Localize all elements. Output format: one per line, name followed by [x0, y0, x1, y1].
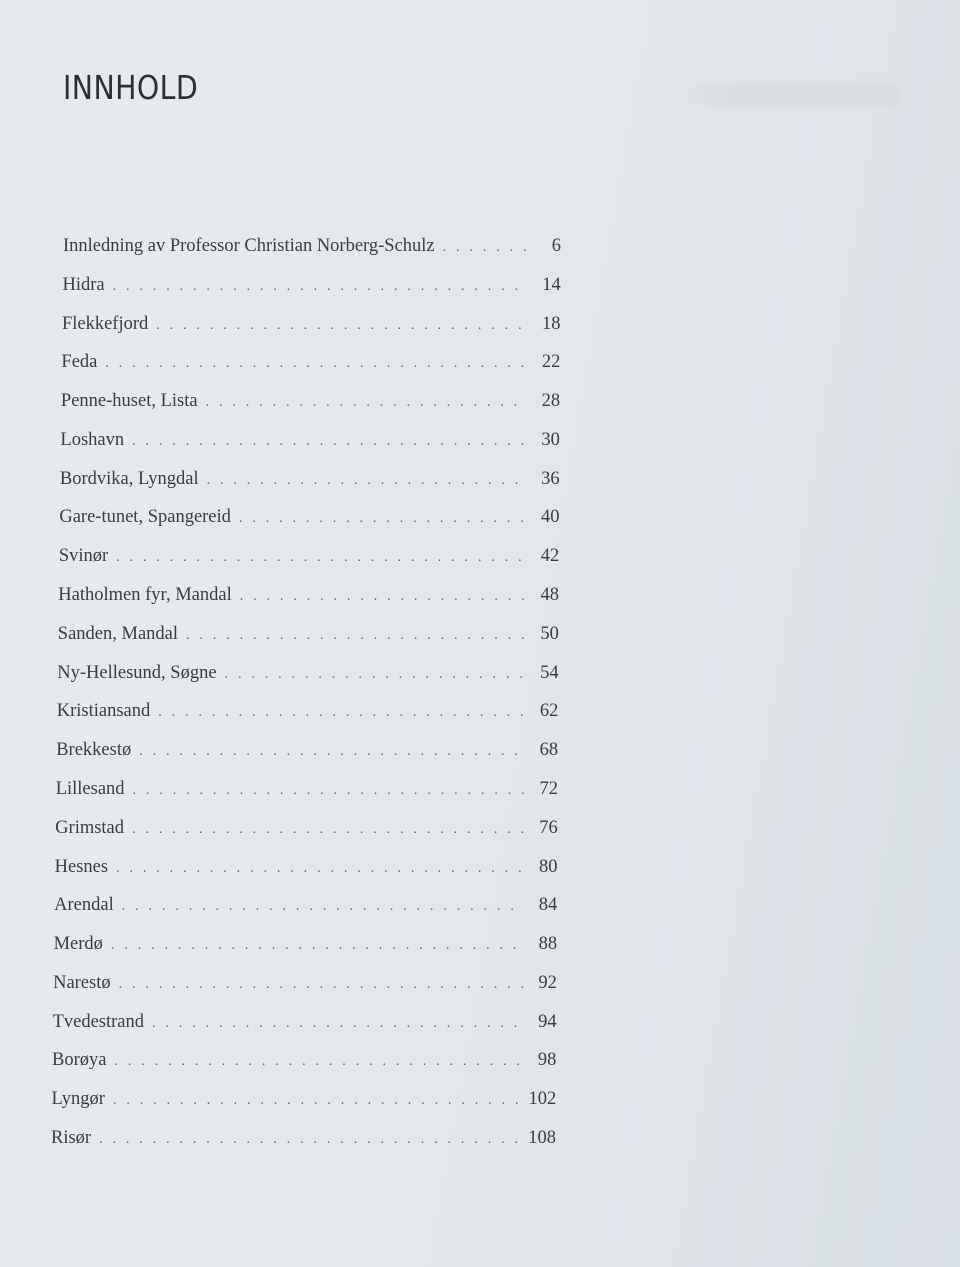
toc-entry-label: Sanden, Mandal — [57, 623, 179, 644]
toc-entry — [61, 391, 560, 419]
toc-entry — [61, 352, 560, 380]
toc-entry-label: Lillesand — [55, 778, 125, 799]
toc-page-number: 68 — [539, 740, 559, 761]
toc-page-number: 18 — [542, 313, 561, 334]
toc-dot-leader — [116, 550, 526, 566]
toc-entry-label: Svinør — [58, 546, 109, 567]
toc-page-number: 30 — [541, 429, 560, 450]
toc-entry — [51, 1128, 556, 1156]
toc-dot-leader — [207, 473, 527, 489]
toc-entry-label: Hidra — [62, 274, 105, 295]
toc-entry-label: Grimstad — [55, 817, 125, 838]
toc-page-number: 98 — [537, 1050, 557, 1071]
toc-entry — [59, 546, 559, 574]
toc-page-number: 14 — [542, 274, 561, 295]
page-title: INNHOLD — [63, 68, 199, 107]
toc-entry — [52, 1050, 556, 1078]
toc-entry-label: Merdø — [53, 934, 103, 955]
toc-entry — [60, 469, 560, 497]
toc-entry — [62, 314, 561, 342]
toc-dot-leader — [116, 861, 524, 877]
toc-entry-label: Innledning av Professor Christian Norberg-Schulz — [63, 236, 435, 256]
toc-entry-label: Loshavn — [60, 429, 125, 450]
toc-page-number: 92 — [538, 972, 557, 993]
toc-entry-label: Lyngør — [51, 1089, 105, 1110]
toc-page-number: 36 — [541, 468, 560, 489]
toc-entry-label: Borøya — [52, 1050, 107, 1071]
toc-page-number: 42 — [540, 546, 560, 567]
toc-dot-leader — [206, 395, 528, 411]
toc-entry — [53, 973, 557, 1001]
toc-entry-label: Tvedestrand — [52, 1011, 144, 1032]
toc-entry — [54, 895, 557, 923]
toc-page-number: 80 — [539, 856, 558, 877]
toc-entry — [58, 585, 559, 613]
toc-page-number: 102 — [528, 1089, 557, 1110]
toc-entry-label: Hesnes — [54, 856, 109, 877]
toc-page-number: 50 — [540, 623, 559, 644]
toc-entry — [57, 701, 559, 729]
toc-entry-label: Gare-tunet, Spangereid — [59, 507, 231, 528]
toc-entry-label: Brekkestø — [56, 740, 132, 761]
toc-entry — [63, 236, 561, 264]
toc-page-number: 88 — [538, 934, 558, 955]
toc-page-number: 62 — [539, 701, 559, 722]
toc-entry-label: Feda — [61, 352, 98, 373]
toc-page-number: 28 — [541, 391, 561, 412]
toc-entry-label: Risør — [51, 1128, 92, 1148]
toc-page-number: 40 — [540, 507, 560, 528]
toc-dot-leader — [158, 705, 525, 721]
toc-entry-label: Arendal — [54, 895, 114, 916]
toc-entry — [55, 857, 558, 885]
toc-entry — [53, 1012, 557, 1040]
toc-entry-label: Flekkefjord — [61, 313, 149, 334]
toc-entry — [55, 818, 558, 846]
toc-page-number: 72 — [539, 778, 558, 799]
toc-dot-leader — [139, 744, 525, 760]
toc-page-number: 54 — [540, 662, 559, 683]
toc-entry — [56, 740, 558, 768]
toc-dot-leader — [113, 1093, 523, 1109]
toc-entry — [57, 663, 558, 691]
toc-page-number: 76 — [539, 817, 558, 838]
toc-entry-label: Bordvika, Lyngdal — [59, 468, 199, 489]
toc-entry-label: Penne-huset, Lista — [60, 391, 198, 412]
toc-entry — [62, 275, 560, 303]
toc-dot-leader — [122, 899, 525, 915]
toc-entry — [52, 1089, 557, 1117]
toc-dot-leader — [132, 822, 525, 838]
toc-page-number: 84 — [538, 895, 558, 916]
toc-entry — [58, 624, 559, 652]
toc-entry — [60, 430, 560, 458]
toc-entry-label: Kristiansand — [56, 701, 151, 722]
toc-page-number: 6 — [551, 236, 561, 256]
toc-dot-leader — [105, 356, 527, 372]
toc-entry — [56, 779, 558, 807]
toc-entry — [59, 507, 559, 535]
toc-page-number: 22 — [541, 352, 561, 373]
toc-entry — [54, 934, 557, 962]
toc-page-number: 94 — [538, 1011, 557, 1032]
toc-dot-leader — [152, 1016, 524, 1032]
toc-entry-label: Hatholmen fyr, Mandal — [58, 585, 232, 606]
toc-dot-leader — [99, 1132, 523, 1148]
toc-page-number: 108 — [528, 1128, 556, 1148]
toc-dot-leader — [113, 279, 528, 295]
toc-dot-leader — [111, 938, 524, 954]
toc-dot-leader — [132, 434, 527, 450]
toc-dot-leader — [133, 783, 525, 799]
toc-dot-leader — [443, 240, 528, 256]
toc-dot-leader — [186, 628, 526, 644]
toc-dot-leader — [156, 318, 527, 334]
toc-dot-leader — [239, 511, 527, 527]
toc-entry-label: Ny-Hellesund, Søgne — [57, 662, 217, 683]
toc-dot-leader — [240, 589, 526, 605]
toc-page-number: 48 — [540, 585, 560, 606]
toc-dot-leader — [119, 977, 524, 993]
toc-dot-leader — [225, 667, 526, 683]
toc-dot-leader — [115, 1054, 524, 1070]
toc-entry-label: Narestø — [53, 972, 111, 993]
